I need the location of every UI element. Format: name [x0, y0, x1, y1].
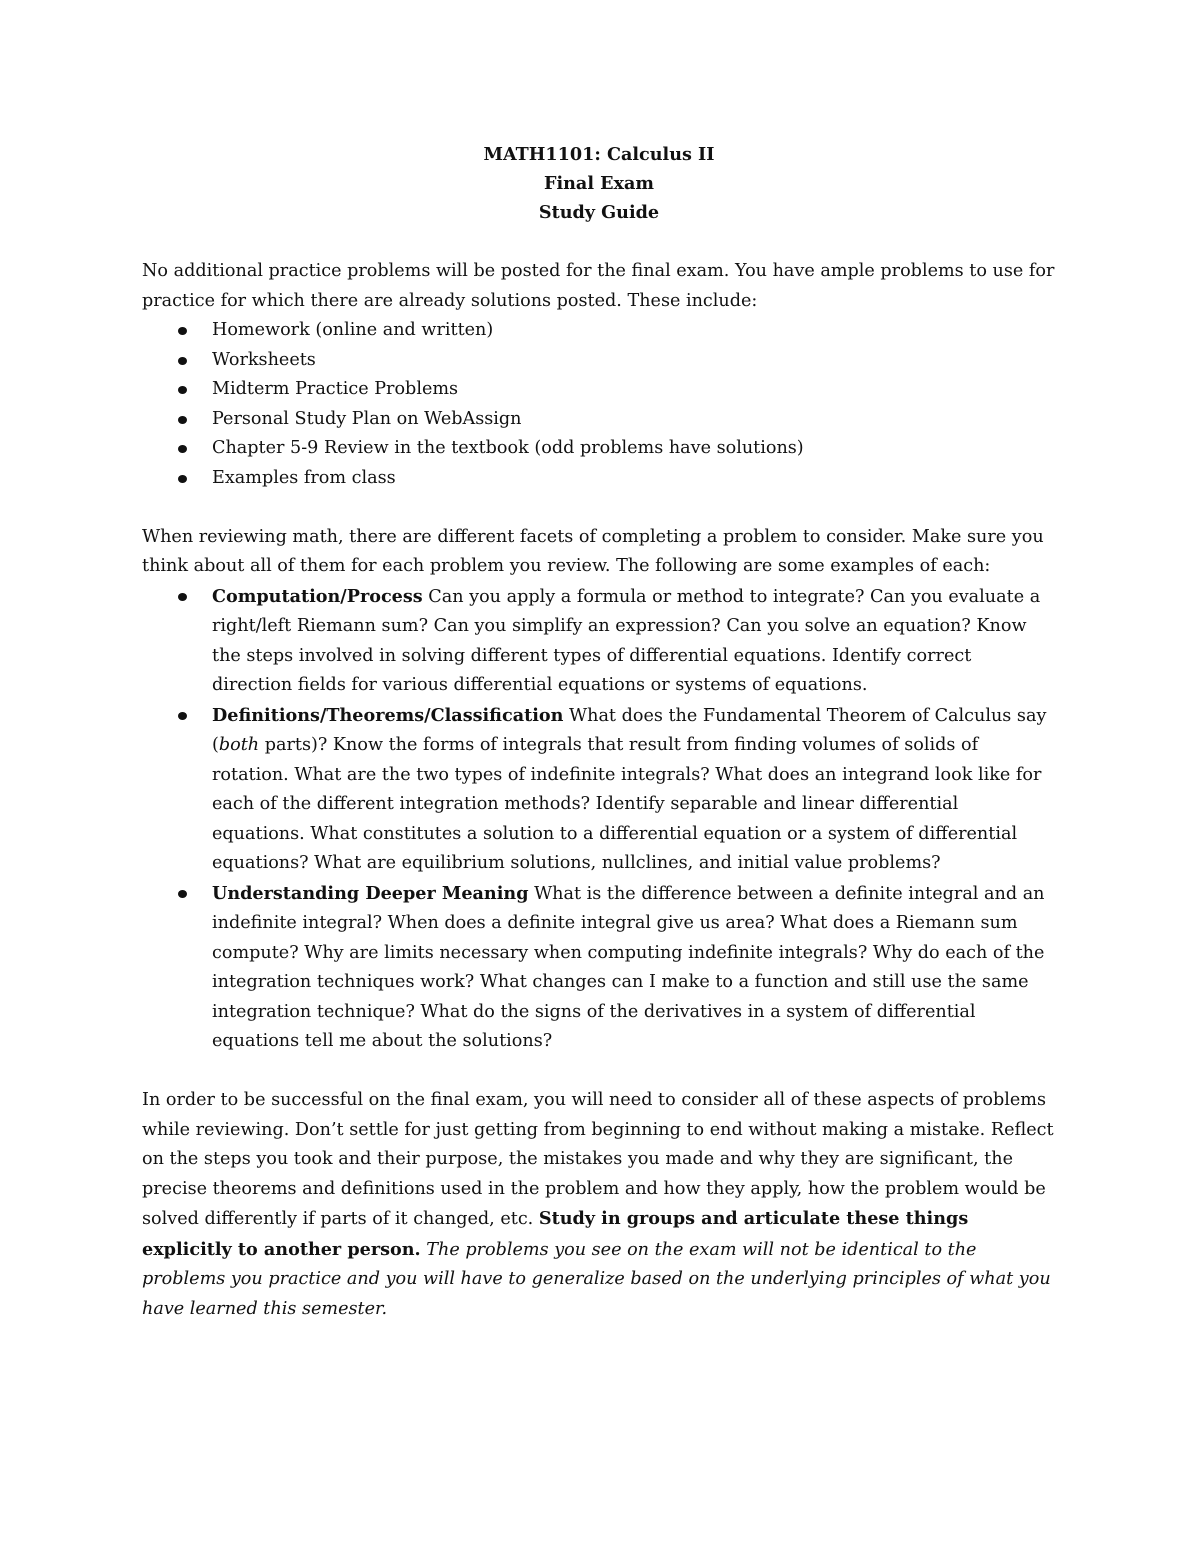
conclusion-bold: Study in groups and articulate these things explicitly to another person.: [142, 1208, 969, 1260]
facets-list: [142, 582, 1056, 1057]
bullet-icon: [178, 593, 187, 601]
list-item: [142, 464, 1056, 494]
list-item: [142, 346, 1056, 376]
bullet-icon: [178, 327, 187, 335]
list-item-text: Midterm Practice Problems: [212, 379, 459, 399]
facet-text: Can you apply a formula or method to integrate? Can you evaluate a right/left Riemann sum? Can you simplify an expression? Can you solve an equation? Know the steps involved in solving different types of differential equations. Identify correct direction fields for various differential equations or systems of equations.: [212, 586, 1041, 695]
conclusion-italic: The problems you see on the exam will not be identical to the problems you practice and you will have to generalize based on the underlying principles of what you have learned this semester.: [142, 1239, 1051, 1319]
spacer: [142, 493, 1056, 523]
facet-text: What does the Fundamental Theorem of Calculus say (: [212, 705, 1047, 755]
facet-label: Definitions/Theorems/Classification: [212, 704, 564, 726]
list-item: [142, 316, 1056, 346]
bullet-icon: [178, 386, 187, 394]
facet-computation: [142, 582, 1056, 701]
list-item: [142, 375, 1056, 405]
list-item-text: Examples from class: [212, 467, 396, 488]
facet-definitions: [142, 701, 1056, 879]
exam-title: Final Exam: [543, 173, 655, 194]
bullet-icon: [178, 445, 187, 453]
title-block: [142, 140, 1056, 227]
facet-text: parts)? Know the forms of integrals that result from finding volumes of solids of rotation. What are the two types of indefinite integrals? What does an integrand look like for each of the different integration methods? Identify separable and linear differential equations. What constitutes a solution to a differential equation or a system of differential equations? What are equilibrium solutions, nullclines, and initial value problems?: [212, 735, 1042, 873]
facet-label: Understanding Deeper Meaning: [212, 882, 529, 904]
facet-label: Computation/Process: [212, 585, 423, 607]
bullet-icon: [178, 712, 187, 720]
facet-emphasis: both: [218, 735, 260, 755]
conclusion-text: In order to be successful on the final exam, you will need to consider all of these aspects of problems while reviewing. Don’t settle for just getting from beginning to end without making a mistake. Reflect on the steps you took and their purpose, the mistakes you made and why they are significant, the precise theorems and definitions used in the problem and how they apply, how the problem would be solved differently if parts of it changed, etc.: [142, 1090, 1054, 1229]
bullet-icon: [178, 357, 187, 365]
bullet-icon: [178, 890, 187, 898]
facet-understanding: [142, 879, 1056, 1057]
spacer: [142, 1057, 1056, 1087]
intro-paragraph: No additional practice problems will be posted for the final exam. You have ample problems to use for practice for which there are already solutions posted. These include:: [142, 261, 1055, 311]
conclusion-paragraph: [142, 1086, 1056, 1324]
list-item-text: Homework (online and written): [212, 320, 494, 340]
list-item: [142, 405, 1056, 435]
bullet-icon: [178, 416, 187, 424]
facet-text: What is the difference between a definite integral and an indefinite integral? When does a definite integral give us area? What does a Riemann sum compute? Why are limits necessary when computing indefinite integrals? Why do each of the integration techniques work? What changes can I make to a function and still use the same integration technique? What do the signs of the derivatives in a system of differential equations tell me about the solutions?: [212, 883, 1045, 1051]
list-item-text: Chapter 5-9 Review in the textbook (odd problems have solutions): [212, 438, 804, 458]
bullet-icon: [178, 475, 187, 483]
course-title: MATH1101: Calculus II: [483, 144, 715, 165]
list-item: [142, 434, 1056, 464]
document-type: Study Guide: [538, 202, 660, 223]
list-item-text: Worksheets: [212, 349, 316, 370]
resources-list: [142, 316, 1056, 493]
list-item-text: Personal Study Plan on WebAssign: [212, 408, 522, 429]
facets-intro-paragraph: When reviewing math, there are different facets of completing a problem to consider. Make sure you think about all of them for each problem you review. The following are some examples of each:: [142, 526, 1044, 576]
document-page: [142, 140, 1056, 1324]
